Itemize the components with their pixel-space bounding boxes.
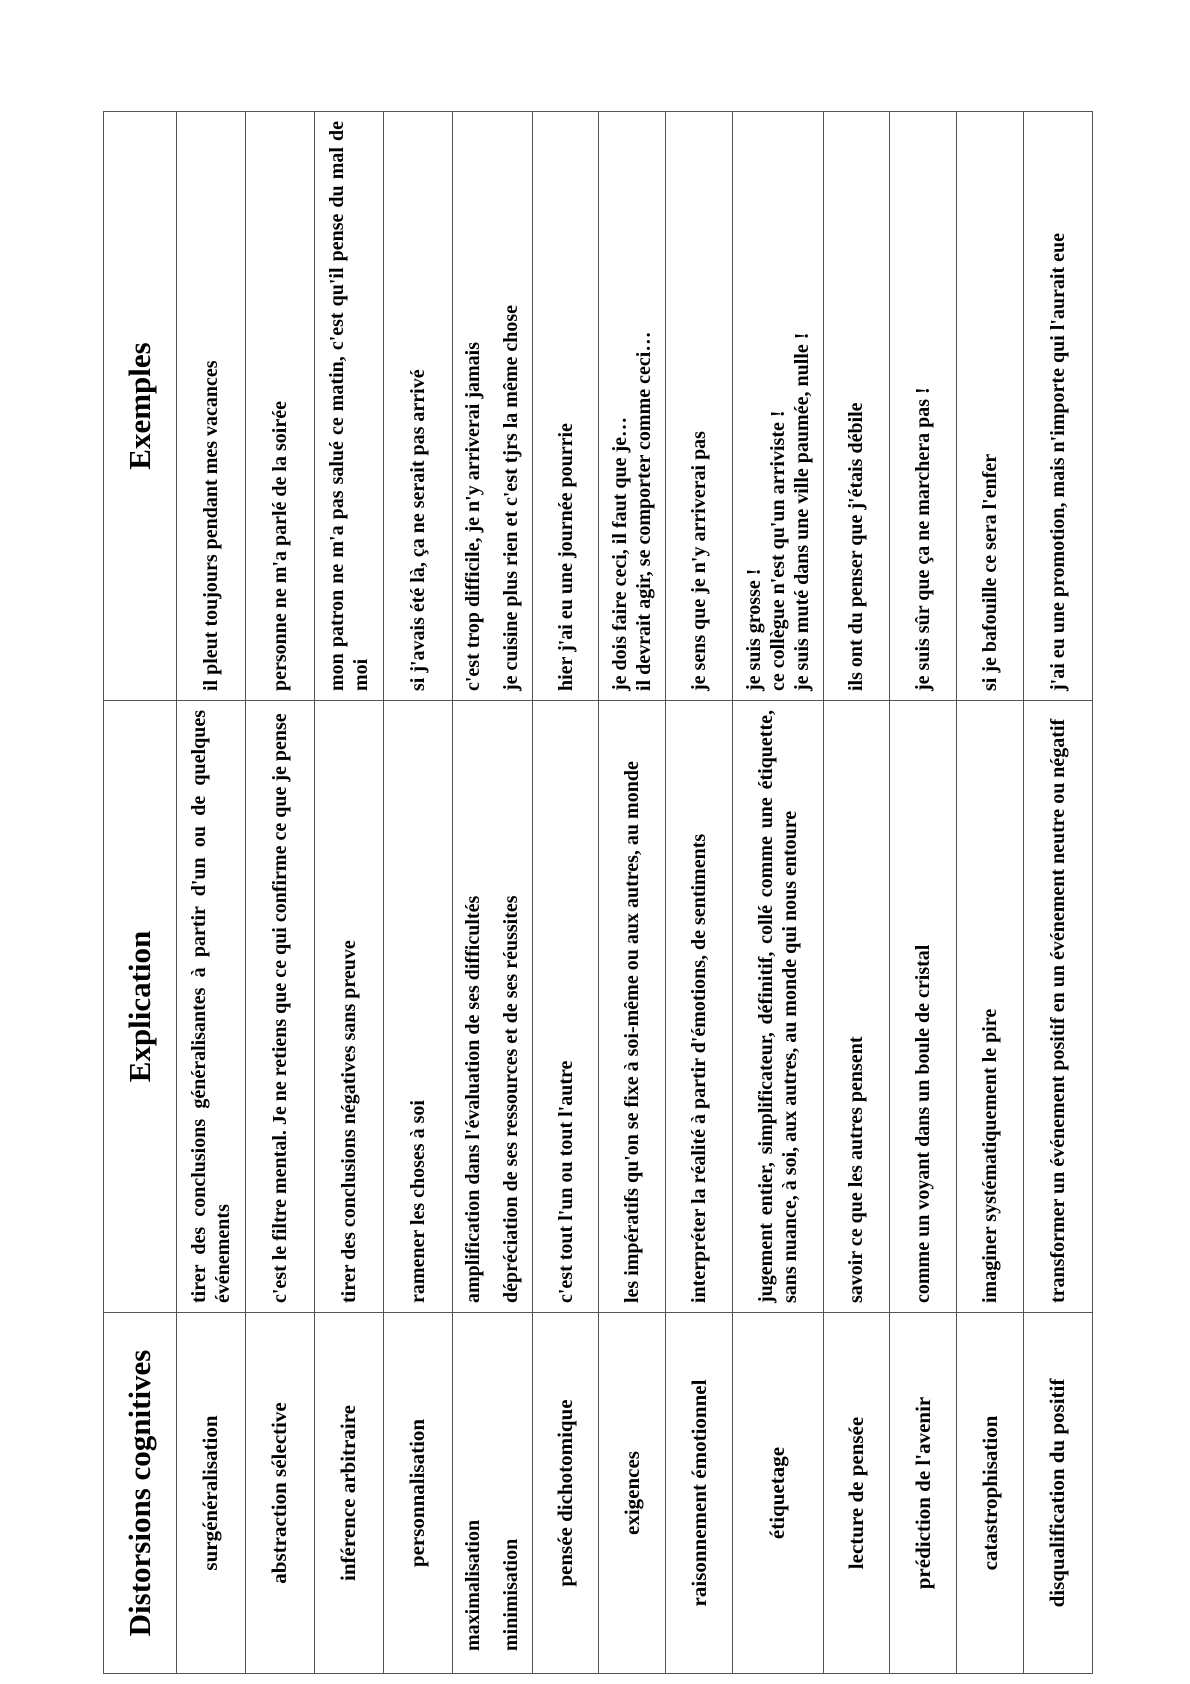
distortion-cell: inférence arbitraire (314, 1313, 383, 1674)
explication-cell: les impératifs qu'on se fixe à soi-même ou aux autres, au monde (599, 701, 666, 1313)
table-row (245, 112, 314, 1674)
table-row (733, 112, 824, 1674)
table-row (314, 112, 383, 1674)
header-distortions: Distorsions cognitives (104, 1313, 177, 1674)
exemple-cell: je sens que je n'y arriverai pas (666, 112, 733, 701)
exemple-cell: je suis sûr que ça ne marchera pas ! (890, 112, 957, 701)
header-row (104, 112, 177, 1674)
exemple-cell: si j'avais été là, ça ne serait pas arrivé (383, 112, 452, 701)
exemple-cell: ils ont du penser que j'étais débile (823, 112, 890, 701)
distortion-line: minimisation (500, 1538, 523, 1651)
explication-cell: tirer des conclusions généralisantes à partir d'un ou de quelques événements (177, 701, 246, 1313)
distortion-cell: raisonnement émotionnel (666, 1313, 733, 1674)
table-row (532, 112, 599, 1674)
exemple-cell: mon patron ne m'a pas salué ce matin, c'est qu'il pense du mal de moi (314, 112, 383, 701)
exemple-cell (733, 112, 824, 701)
distortions-table (103, 111, 1093, 1674)
table-row (452, 112, 532, 1674)
exemple-cell (452, 112, 532, 701)
explication-line: dépréciation de ses ressources et de ses réussites (500, 895, 523, 1303)
distortion-cell: catastrophisation (957, 1313, 1024, 1674)
distortion-cell: personnalisation (383, 1313, 452, 1674)
exemple-line: il devrait agir, se comporter comme ceci… (633, 331, 656, 691)
exemple-line: ce collègue n'est qu'un arriviste ! (766, 410, 789, 691)
distortion-cell: étiquetage (733, 1313, 824, 1674)
exemple-cell: si je bafouille ce sera l'enfer (957, 112, 1024, 701)
explication-cell: interpréter la réalité à partir d'émotions, de sentiments (666, 701, 733, 1313)
distortion-cell: lecture de pensée (823, 1313, 890, 1674)
distortion-line: maximalisation (462, 1519, 485, 1651)
rotated-page (103, 112, 1093, 1674)
explication-cell: c'est tout l'un ou tout l'autre (532, 701, 599, 1313)
explication-cell: c'est le filtre mental. Je ne retiens que ce qui confirme ce que je pense (245, 701, 314, 1313)
table-row (599, 112, 666, 1674)
distortion-cell: exigences (599, 1313, 666, 1674)
table-row (383, 112, 452, 1674)
explication-cell: jugement entier, simplificateur, définitif, collé comme une étiquette, sans nuance, à soi, aux autres, au monde qui nous entoure (733, 701, 824, 1313)
explication-cell: transformer un événement positif en un événement neutre ou négatif (1024, 701, 1093, 1313)
header-exemples: Exemples (104, 112, 177, 701)
exemple-line: je dois faire ceci, il faut que je… (609, 416, 632, 691)
exemple-line: c'est trop difficile, je n'y arriverai jamais (462, 342, 485, 691)
distortion-cell: surgénéralisation (177, 1313, 246, 1674)
exemple-line: je cuisine plus rien et c'est tjrs la même chose (500, 304, 523, 691)
exemple-cell: hier j'ai eu une journée pourrie (532, 112, 599, 701)
table-row (666, 112, 733, 1674)
exemple-cell: j'ai eu une promotion, mais n'importe qui l'aurait eue (1024, 112, 1093, 701)
explication-cell (452, 701, 532, 1313)
explication-cell: tirer des conclusions négatives sans preuve (314, 701, 383, 1313)
exemple-line: je suis muté dans une ville paumée, nulle ! (790, 332, 813, 691)
distortion-cell: disqualification du positif (1024, 1313, 1093, 1674)
explication-cell: comme un voyant dans un boule de cristal (890, 701, 957, 1313)
table-row (1024, 112, 1093, 1674)
table-row (957, 112, 1024, 1674)
exemple-cell: il pleut toujours pendant mes vacances (177, 112, 246, 701)
exemple-line: je suis grosse ! (742, 568, 765, 691)
explication-cell: imaginer systématiquement le pire (957, 701, 1024, 1313)
explication-line: amplification dans l'évaluation de ses difficultés (462, 895, 485, 1303)
distortion-cell (452, 1313, 532, 1674)
explication-cell: ramener les choses à soi (383, 701, 452, 1313)
exemple-cell (599, 112, 666, 701)
exemple-cell: personne ne m'a parlé de la soirée (245, 112, 314, 701)
distortion-cell: abstraction sélective (245, 1313, 314, 1674)
table-row (890, 112, 957, 1674)
distortion-cell: prédiction de l'avenir (890, 1313, 957, 1674)
table-row (177, 112, 246, 1674)
table-row (823, 112, 890, 1674)
header-explication: Explication (104, 701, 177, 1313)
distortion-cell: pensée dichotomique (532, 1313, 599, 1674)
explication-cell: savoir ce que les autres pensent (823, 701, 890, 1313)
